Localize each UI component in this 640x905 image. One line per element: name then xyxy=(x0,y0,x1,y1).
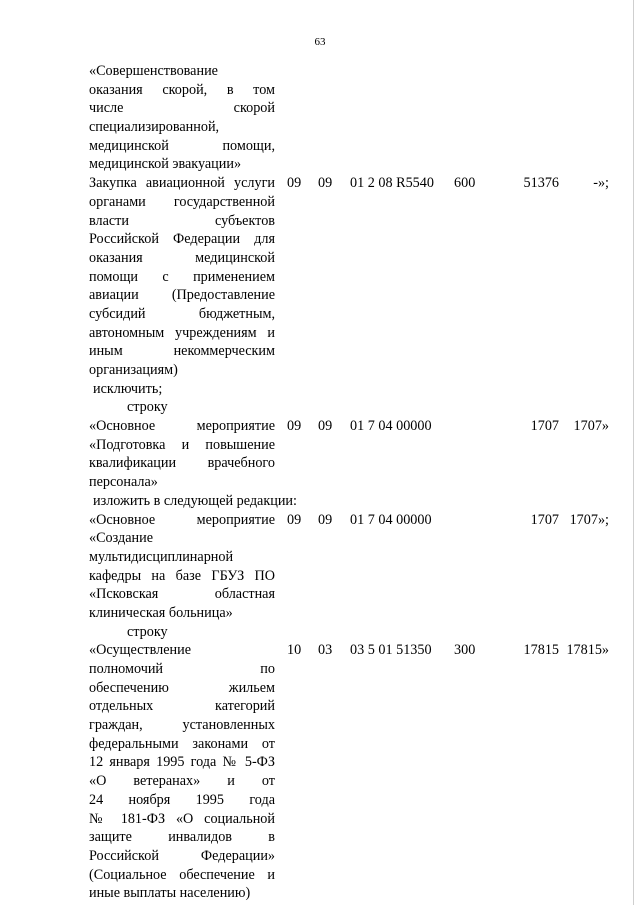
instruction-exclude: исключить; xyxy=(93,380,163,397)
text-line: мультидисциплинарной xyxy=(89,548,234,565)
cell-expense-type: 300 xyxy=(454,642,476,659)
text-line: 12 января 1995 года № 5-ФЗ xyxy=(89,754,275,771)
text-line: персонала» xyxy=(89,474,158,491)
text-line: «О ветеранах» и от xyxy=(89,773,275,790)
cell-amount-1: 1707 xyxy=(530,511,559,528)
text-line: полномочий по xyxy=(89,661,275,677)
text-line: Российской Федерации для xyxy=(89,231,275,248)
instruction-row: строку xyxy=(127,623,168,640)
text-line: медицинской помощи, xyxy=(89,137,275,154)
cell-target-article: 01 7 04 00000 xyxy=(350,418,432,435)
text-line: «Создание xyxy=(89,530,153,547)
text-line: отдельных категорий xyxy=(89,698,275,715)
text-line: федеральными законами от xyxy=(89,735,275,752)
cell-amount-2: 1707»; xyxy=(569,511,609,528)
text-line: защите инвалидов в xyxy=(89,829,275,846)
page-number: 63 xyxy=(314,36,326,48)
cell-section: 10 xyxy=(287,642,302,659)
cell-amount-2: -»; xyxy=(593,175,609,192)
text-line: «Псковская областная xyxy=(89,586,275,603)
text-line: «Основное мероприятие xyxy=(89,511,275,528)
text-line: организациям) xyxy=(89,362,178,378)
document-body xyxy=(89,62,619,903)
text-line: оказания скорой, в том xyxy=(89,81,275,98)
text-line: «Осуществление xyxy=(89,642,191,659)
cell-target-article: 03 5 01 51350 xyxy=(350,642,432,659)
instruction-row: строку xyxy=(127,399,168,416)
text-line: медицинской эвакуации» xyxy=(89,156,242,173)
text-line: иным некоммерческим xyxy=(89,343,275,360)
cell-amount-1: 17815 xyxy=(523,642,559,659)
cell-amount-1: 1707 xyxy=(530,418,559,435)
cell-target-article: 01 2 08 R5540 xyxy=(350,175,434,192)
text-line: 24 ноября 1995 года xyxy=(89,791,275,808)
text-line: числе скорой xyxy=(89,100,275,117)
text-line: оказания медицинской xyxy=(89,249,275,266)
text-line: иные выплаты населению) xyxy=(89,885,251,902)
text-line: органами государственной xyxy=(89,193,275,210)
text-line: квалификации врачебного xyxy=(89,455,275,472)
cell-subsection: 09 xyxy=(318,418,333,435)
block-heading xyxy=(89,62,619,174)
text-line: «Подготовка и повышение xyxy=(89,436,275,453)
page-edge-line xyxy=(633,0,634,905)
cell-section: 09 xyxy=(287,511,302,528)
text-line: обеспечению жильем xyxy=(89,679,275,696)
instruction-edit: изложить в следующей редакции: xyxy=(93,492,297,509)
text-line: граждан, установленных xyxy=(89,717,275,734)
cell-subsection: 03 xyxy=(318,642,333,659)
table-row xyxy=(89,641,619,903)
text-line: специализированной, xyxy=(89,119,220,136)
text-line: автономным учреждениям и xyxy=(89,324,275,341)
text-line: субсидий бюджетным, xyxy=(89,305,275,322)
cell-target-article: 01 7 04 00000 xyxy=(350,511,432,528)
text-line: (Социальное обеспечение и xyxy=(89,866,275,883)
table-row xyxy=(89,511,619,623)
text-line: «Основное мероприятие xyxy=(89,418,275,435)
text-line: № 181-ФЗ «О социальной xyxy=(89,810,275,827)
cell-amount-2: 17815» xyxy=(566,642,609,659)
cell-section: 09 xyxy=(287,175,302,192)
text-line: авиации (Предоставление xyxy=(89,287,275,304)
text-line: Российской Федерации» xyxy=(89,847,275,864)
cell-amount-2: 1707» xyxy=(573,418,609,435)
table-row xyxy=(89,417,619,492)
text-line: «Совершенствование xyxy=(89,63,218,79)
cell-section: 09 xyxy=(287,418,302,435)
text-line: помощи с применением xyxy=(89,268,275,285)
table-row xyxy=(89,174,619,380)
text-line: власти субъектов xyxy=(89,212,275,229)
cell-subsection: 09 xyxy=(318,511,333,528)
text-line: клиническая больница» xyxy=(89,604,233,621)
cell-subsection: 09 xyxy=(318,175,333,192)
cell-expense-type: 600 xyxy=(454,175,476,192)
cell-amount-1: 51376 xyxy=(523,175,559,192)
text-line: Закупка авиационной услуги xyxy=(89,175,275,192)
text-line: кафедры на базе ГБУЗ ПО xyxy=(89,567,275,584)
